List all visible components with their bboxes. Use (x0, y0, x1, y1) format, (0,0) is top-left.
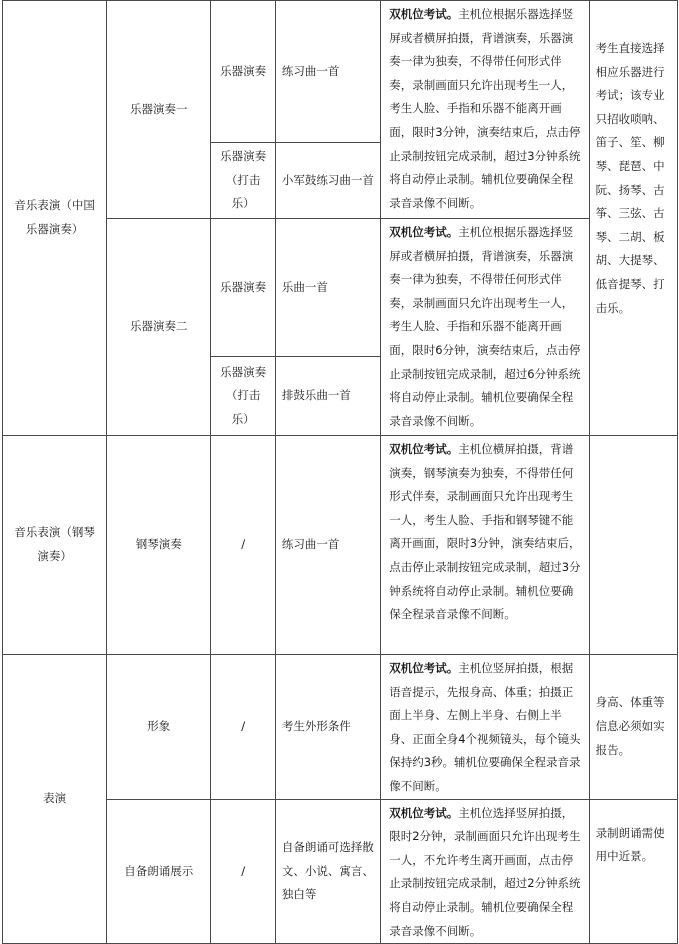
category-cell (3, 1, 107, 436)
item-cell (211, 436, 276, 655)
requirement-text: 主机位选择竖屏拍摄，限时2分钟，录制画面只允许出现考生一人，不允许考生离开画面，点击停止录制按钮完成录制，超过2分钟系统将自动停止录制。辅机位要确保全程录音录像不间断。 (389, 805, 581, 938)
requirement-cell (381, 655, 589, 800)
item-label: / (241, 537, 246, 552)
note-text: 考生直接选择相应乐器进行考试；该专业只招收唢呐、笛子、笙、柳琴、琵琶、中阮、扬琴、古筝、三弦、古琴、二胡、板胡、大提琴、低音提琴、打击乐。 (595, 41, 665, 315)
subject-label: 乐器演奏二 (130, 319, 188, 334)
category-cell (3, 655, 107, 944)
requirement-title: 双机位考试。 (389, 225, 459, 239)
content-label: 乐曲一首 (281, 279, 328, 294)
subject-label: 形象 (147, 718, 171, 733)
content-cell (275, 799, 380, 944)
requirement-text: 主机位横屏拍摄，背谱演奏，钢琴演奏为独奏，不得带任何形式伴奏，录制画面只允许出现考生一人，考生人脸、手指和钢琴键不能离开画面，限时3分钟，演奏结束后，点击停止录制按钮完成录制，超过3分钟系统将自动停止录制。辅机位要确保全程录音录像不间断。 (389, 442, 581, 622)
content-label: 排鼓乐曲一首 (281, 388, 351, 403)
category-label: 表演 (43, 791, 67, 806)
item-cell (211, 799, 276, 944)
requirement-text: 主机位根据乐器选择竖屏或者横屏拍摄，背谱演奏，乐器演奏一律为独奏，不得带任何形式伴奏，录制画面只允许出现考生一人，考生人脸、手指和乐器不能离开画面，限时6分钟，演奏结束后，点击停止录制按钮完成录制，超过6分钟系统将自动停止录制。辅机位要确保全程录音录像不间断。 (389, 225, 581, 428)
item-label: 乐器演奏 (220, 63, 267, 78)
subject-cell (107, 436, 211, 655)
note-cell (589, 799, 677, 944)
requirement-cell (381, 799, 589, 944)
content-cell (275, 1, 380, 143)
item-label: 乐器演奏（打击乐） (220, 149, 267, 211)
content-cell (275, 655, 380, 800)
item-cell (211, 1, 276, 143)
requirement-cell (381, 219, 589, 436)
subject-cell (107, 219, 211, 436)
requirement-text: 主机位根据乐器选择竖屏或者横屏拍摄，背谱演奏，乐器演奏一律为独奏，不得带任何形式伴奏，录制画面只允许出现考生一人，考生人脸、手指和乐器不能离开画面，限时3分钟，演奏结束后，点击停止录制按钮完成录制，超过3分钟系统将自动停止录制。辅机位要确保全程录音录像不间断。 (389, 7, 581, 210)
subject-label: 乐器演奏一 (130, 101, 188, 116)
subject-cell (107, 655, 211, 800)
category-label: 音乐表演（中国乐器演奏） (14, 198, 95, 236)
content-label: 练习曲一首 (281, 537, 340, 552)
note-cell (589, 436, 677, 655)
category-cell (3, 436, 107, 655)
table-row (3, 655, 678, 800)
note-cell (589, 1, 677, 436)
content-cell (275, 219, 380, 357)
requirement-title: 双机位考试。 (389, 805, 459, 820)
item-cell (211, 143, 276, 219)
content-label: 考生外形条件 (281, 718, 351, 733)
content-cell (275, 436, 380, 655)
requirement-cell (381, 1, 589, 219)
note-text: 录制朗诵需使用中近景。 (595, 825, 665, 864)
content-label: 自备朗诵可选择散文、小说、寓言、独白等 (281, 839, 374, 902)
requirement-title: 双机位考试。 (389, 7, 459, 21)
content-label: 小军鼓练习曲一首 (281, 172, 374, 187)
item-label: 乐器演奏（打击乐） (220, 364, 267, 426)
category-label: 音乐表演（钢琴演奏） (14, 525, 95, 563)
subject-label: 自备朗诵展示 (124, 863, 194, 878)
note-cell (589, 655, 677, 800)
subject-cell (107, 799, 211, 944)
content-cell (275, 143, 380, 219)
item-label: 乐器演奏 (220, 279, 267, 294)
item-label: / (241, 863, 246, 878)
item-label: / (241, 718, 246, 733)
content-cell (275, 357, 380, 436)
content-label: 练习曲一首 (281, 63, 340, 78)
item-cell (211, 219, 276, 357)
note-text: 身高、体重等信息必须如实报告。 (595, 695, 665, 757)
exam-requirements-table (2, 0, 678, 944)
table-row (3, 436, 678, 655)
requirement-title: 双机位考试。 (389, 661, 459, 675)
subject-label: 钢琴演奏 (135, 537, 182, 552)
subject-cell (107, 1, 211, 219)
requirement-cell (381, 436, 589, 655)
table-row (3, 1, 678, 143)
item-cell (211, 357, 276, 436)
item-cell (211, 655, 276, 800)
requirement-text: 主机位竖屏拍摄，根据语音提示，先报身高、体重；拍摄正面上半身、左侧上半身、右侧上半身、正面全身4个视频镜头，每个镜头保持约3秒。辅机位要确保全程录音录像不间断。 (389, 661, 581, 793)
requirement-title: 双机位考试。 (389, 442, 459, 456)
